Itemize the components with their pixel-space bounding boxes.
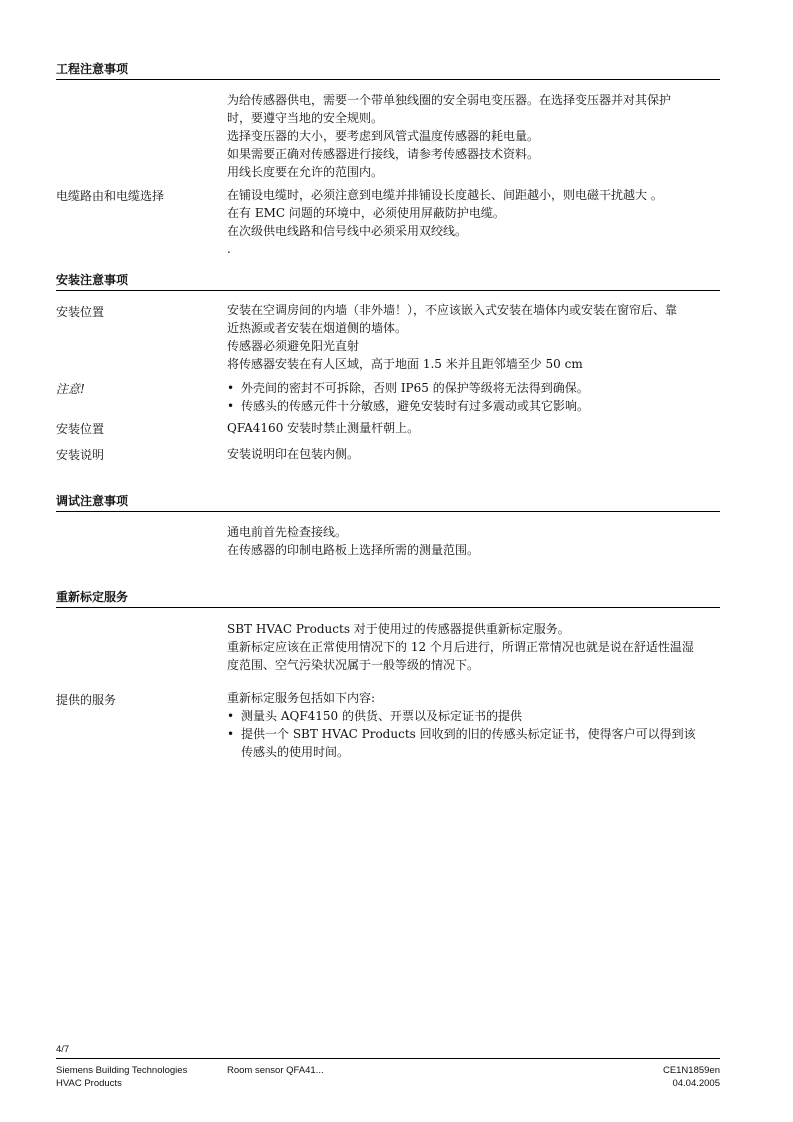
cable-paragraph bbox=[227, 186, 722, 258]
services-list bbox=[227, 689, 722, 761]
section-rule bbox=[56, 607, 720, 608]
section-title-recalibration: 重新标定服务 bbox=[56, 590, 129, 604]
text-line: 在传感器的印制电路板上选择所需的测量范围。 bbox=[227, 543, 480, 557]
text-line: 度范围、空气污染状况属于一般等级的情况下。 bbox=[227, 658, 480, 672]
bullet-item: • 外壳间的密封不可拆除，否则 IP65 的保护等级将无法得到确保。 bbox=[227, 379, 722, 397]
text-line: 传感器必须避免阳光直射 bbox=[227, 339, 360, 353]
footer-division: HVAC Products bbox=[56, 1078, 122, 1089]
footer-document-number: CE1N1859en bbox=[662, 1065, 720, 1076]
label-mounting-location-2: 安装位置 bbox=[56, 422, 105, 436]
orientation-text: QFA4160 安装时禁止测量杆朝上。 bbox=[227, 421, 420, 435]
label-services-offered: 提供的服务 bbox=[56, 693, 117, 707]
text-line: 选择变压器的大小，要考虑到风管式温度传感器的耗电量。 bbox=[227, 129, 540, 143]
footer-product: Room sensor QFA41... bbox=[227, 1065, 324, 1076]
bullet-item: • 传感头的传感元件十分敏感，避免安装时有过多震动或其它影响。 bbox=[227, 397, 722, 415]
text-line: 安装在空调房间的内墙（非外墙！），不应该嵌入式安装在墙体内或安装在窗帘后、靠 bbox=[227, 303, 678, 317]
text-line: 时，要遵守当地的安全规则。 bbox=[227, 111, 384, 125]
bullet-item: • 提供一个 SBT HVAC Products 回收到的旧的传感头标定证书，使得客户可以得到该 bbox=[227, 725, 722, 743]
text-line: SBT HVAC Products 对于使用过的传感器提供重新标定服务。 bbox=[227, 622, 570, 636]
label-note: 注意! bbox=[56, 382, 85, 396]
engineering-paragraph bbox=[227, 91, 722, 181]
text-line: 用线长度要在允许的范围内。 bbox=[227, 165, 384, 179]
text-line: 通电前首先检查接线。 bbox=[227, 525, 348, 539]
label-mounting-location: 安装位置 bbox=[56, 305, 105, 319]
text-line: 在铺设电缆时，必须注意到电缆并排铺设长度越长、间距越小，则电磁干扰越大 。 bbox=[227, 188, 663, 202]
section-title-engineering: 工程注意事项 bbox=[56, 62, 129, 76]
mounting-paragraph bbox=[227, 301, 722, 373]
text-line: 重新标定应该在正常使用情况下的 12 个月后进行，所谓正常情况也就是说在舒适性温湿 bbox=[227, 640, 694, 654]
text-line: 重新标定服务包括如下内容: bbox=[227, 691, 376, 705]
text-line: 近热源或者安装在烟道侧的墙体。 bbox=[227, 321, 408, 335]
section-title-installation: 安装注意事项 bbox=[56, 273, 129, 287]
instructions-text: 安装说明印在包装内侧。 bbox=[227, 447, 360, 461]
text-line: 为给传感器供电，需要一个带单独线圈的安全弱电变压器。在选择变压器并对其保护 bbox=[227, 93, 672, 107]
label-mounting-instructions: 安装说明 bbox=[56, 448, 105, 462]
note-bullets bbox=[227, 379, 722, 415]
section-rule bbox=[56, 290, 720, 291]
section-title-commissioning: 调试注意事项 bbox=[56, 494, 129, 508]
page-number: 4/7 bbox=[56, 1044, 70, 1055]
bullet-item: • 测量头 AQF4150 的供货、开票以及标定证书的提供 bbox=[227, 707, 722, 725]
text-line: 如果需要正确对传感器进行接线，请参考传感器技术资料。 bbox=[227, 147, 540, 161]
text-line: 在有 EMC 问题的环境中，必须使用屏蔽防护电缆。 bbox=[227, 206, 505, 220]
section-rule bbox=[56, 511, 720, 512]
text-line: 在次级供电线路和信号线中必须采用双绞线。 bbox=[227, 224, 468, 238]
text-line: . bbox=[227, 242, 231, 256]
commissioning-paragraph bbox=[227, 523, 722, 559]
label-cable-routing: 电缆路由和电缆选择 bbox=[56, 189, 165, 203]
text-line: 将传感器安装在有人区域，高于地面 1.5 米并且距邻墙至少 50 cm bbox=[227, 357, 583, 371]
bullet-item-continuation: 传感头的使用时间。 bbox=[241, 745, 350, 759]
footer-date: 04.04.2005 bbox=[672, 1078, 720, 1089]
footer-company: Siemens Building Technologies bbox=[56, 1065, 188, 1076]
recalibration-paragraph bbox=[227, 620, 722, 674]
section-rule bbox=[56, 79, 720, 80]
footer-rule bbox=[56, 1058, 720, 1059]
